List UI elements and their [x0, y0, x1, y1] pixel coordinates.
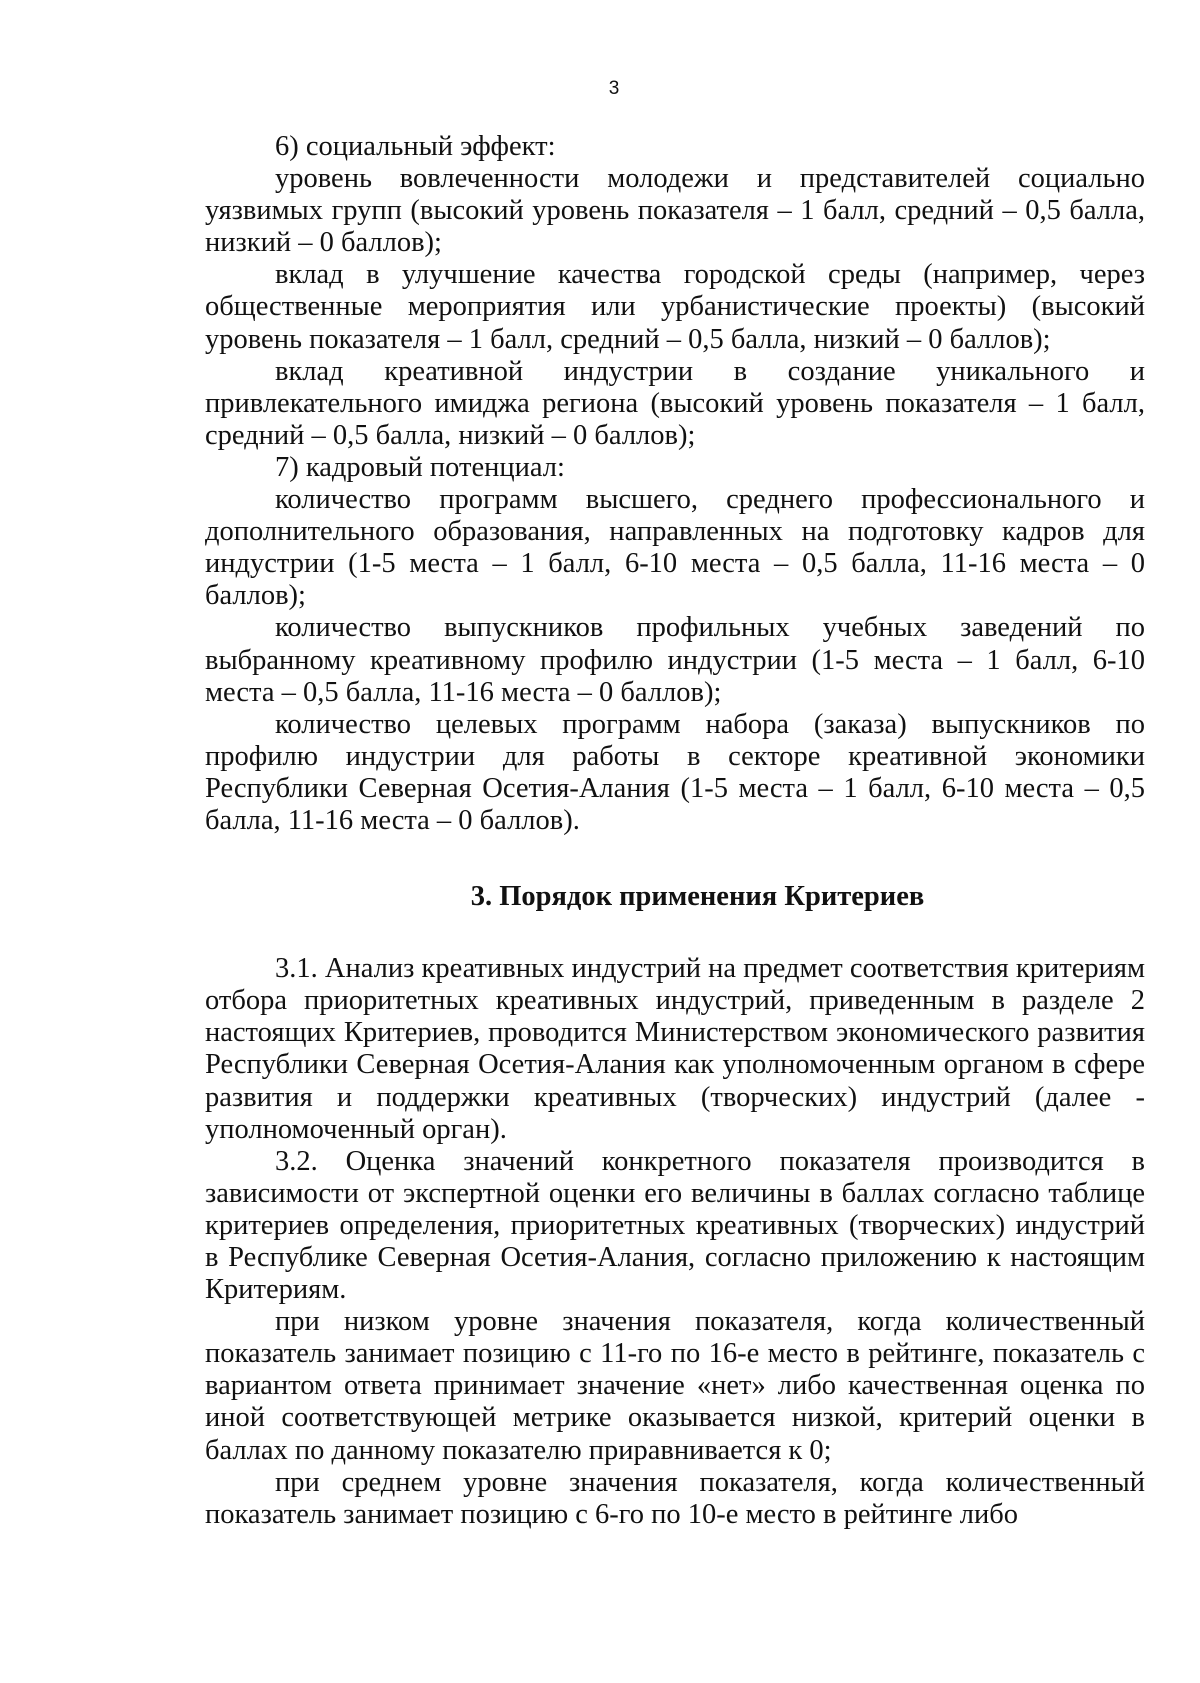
paragraph-personnel-heading: 7) кадровый потенциал: [275, 451, 565, 483]
section-title: 3. Порядок применения Критериев [470, 881, 925, 913]
paragraph-graduates-count: количество выпускников профильных учебных заведений по выбранному креативному профилю индустрии (1-5 места – 1 балл, 6-10 места – 0,5 балла, 11-16 места – 0 баллов); [205, 612, 1145, 708]
paragraph-low-level: при низком уровне значения показателя, когда количественный показатель занимает позицию с 11-го по 16-е место в рейтинге, показатель с вариантом ответа принимает значение «нет» либо качественная оценка по иной соответствующей метрике оказывается низкой, критерий оценки в баллах по данному показателю приравнивается к 0; [205, 1306, 1145, 1466]
paragraph-region-image: вклад креативной индустрии в создание уникального и привлекательного имиджа региона (высокий уровень показателя – 1 балл, средний – 0,5 балла, низкий – 0 баллов); [205, 355, 1145, 451]
paragraph-3-1: 3.1. Анализ креативных индустрий на предмет соответствия критериям отбора приоритетных креативных индустрий, приведенным в разделе 2 настоящих Критериев, проводится Министерством экономического развития Республики Северная Осетия-Алания как уполномоченным органом в сфере развития и поддержки креативных (творческих) индустрий (далее - уполномоченный орган). [205, 953, 1145, 1145]
paragraph-target-programs: количество целевых программ набора (заказа) выпускников по профилю индустрии для работы в секторе креативной экономики Республики Северная Осетия-Алания (1-5 места – 1 балл, 6-10 места – 0,5 балла, 11-16 места – 0 баллов). [205, 708, 1145, 836]
document-body [205, 131, 1145, 1531]
paragraph-3-2: 3.2. Оценка значений конкретного показателя производится в зависимости от экспертной оценки его величины в баллах согласно таблице критериев определения, приоритетных креативных (творческих) индустрий в Республике Северная Осетия-Алания, согласно приложению к настоящим Критериям. [205, 1145, 1145, 1306]
page-number: 3 [608, 78, 620, 99]
paragraph-education-programs: количество программ высшего, среднего профессионального и дополнительного образования, направленных на подготовку кадров для индустрии (1-5 места – 1 балл, 6-10 места – 0,5 балла, 11-16 места – 0 баллов); [205, 484, 1145, 612]
paragraph-youth-involvement: уровень вовлеченности молодежи и представителей социально уязвимых групп (высокий уровень показателя – 1 балл, средний – 0,5 балла, низкий – 0 баллов); [205, 163, 1145, 259]
paragraph-medium-level: при среднем уровне значения показателя, когда количественный показатель занимает позицию с 6-го по 10-е место в рейтинге либо [205, 1466, 1145, 1530]
paragraph-urban-environment: вклад в улучшение качества городской среды (например, через общественные мероприятия или урбанистические проекты) (высокий уровень показателя – 1 балл, средний – 0,5 балла, низкий – 0 баллов); [205, 259, 1145, 355]
paragraph-social-effect-heading: 6) социальный эффект: [275, 131, 556, 162]
